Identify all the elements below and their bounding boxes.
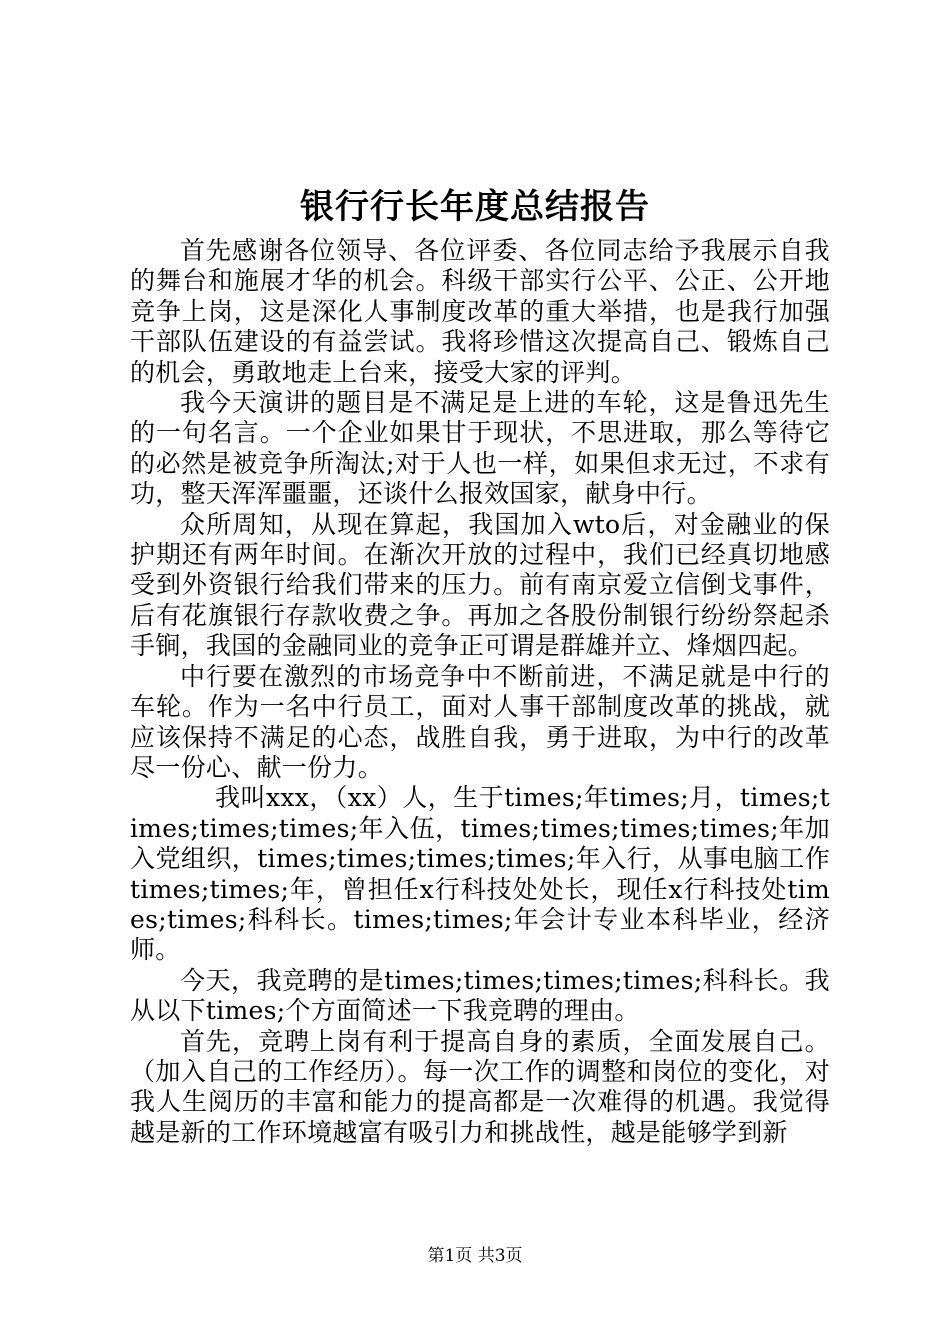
- paragraph-4: 中行要在激烈的市场竞争中不断前进，不满足就是中行的车轮。作为一名中行员工，面对人事干部制度改革的挑战，就应该保持不满足的心态，战胜自我，勇于进取，为中行的改革尽一份心、献一份力。: [130, 661, 830, 782]
- paragraph-3: 众所周知，从现在算起，我国加入wto后，对金融业的保护期还有两年时间。在渐次开放的过程中，我们已经真切地感受到外资银行给我们带来的压力。前有南京爱立信倒戈事件，后有花旗银行存款收费之争。再加之各股份制银行纷纷祭起杀手锏，我国的金融同业的竞争正可谓是群雄并立、烽烟四起。: [130, 509, 830, 661]
- paragraph-5: 我叫xxx，（xx）人，生于times;年times;月，times;times;times;times;年入伍，times;times;times;times;年加入党组织，times;times;times;times;年入行，从事电脑工作times;times;年，曾担任x行科技处处长，现任x行科技处times;times;科科长。times;times;年会计专业本科毕业，经济师。: [130, 783, 830, 965]
- paragraph-1: 首先感谢各位领导、各位评委、各位同志给予我展示自我的舞台和施展才华的机会。科级干部实行公平、公正、公开地竞争上岗，这是深化人事制度改革的重大举措，也是我行加强干部队伍建设的有益尝试。我将珍惜这次提高自己、锻炼自己的机会，勇敢地走上台来，接受大家的评判。: [130, 236, 830, 387]
- page-title: 银行行长年度总结报告: [300, 187, 650, 227]
- paragraph-2: 我今天演讲的题目是不满足是上进的车轮，这是鲁迅先生的一句名言。一个企业如果甘于现状，不思进取，那么等待它的必然是被竞争所淘汰;对于人也一样，如果但求无过，不求有功，整天浑浑噩噩，还谈什么报效国家，献身中行。: [130, 388, 830, 509]
- paragraph-7: 首先，竞聘上岗有利于提高自身的素质，全面发展自己。（加入自己的工作经历）。每一次工作的调整和岗位的变化，对我人生阅历的丰富和能力的提高都是一次难得的机遇。我觉得越是新的工作环境越富有吸引力和挑战性，越是能够学到新: [130, 1026, 830, 1147]
- document-body: [130, 236, 830, 1148]
- paragraph-6: 今天，我竞聘的是times;times;times;times;科科长。我从以下times;个方面简述一下我竞聘的理由。: [130, 965, 830, 1026]
- page-footer: 第1页 共3页: [427, 1246, 523, 1266]
